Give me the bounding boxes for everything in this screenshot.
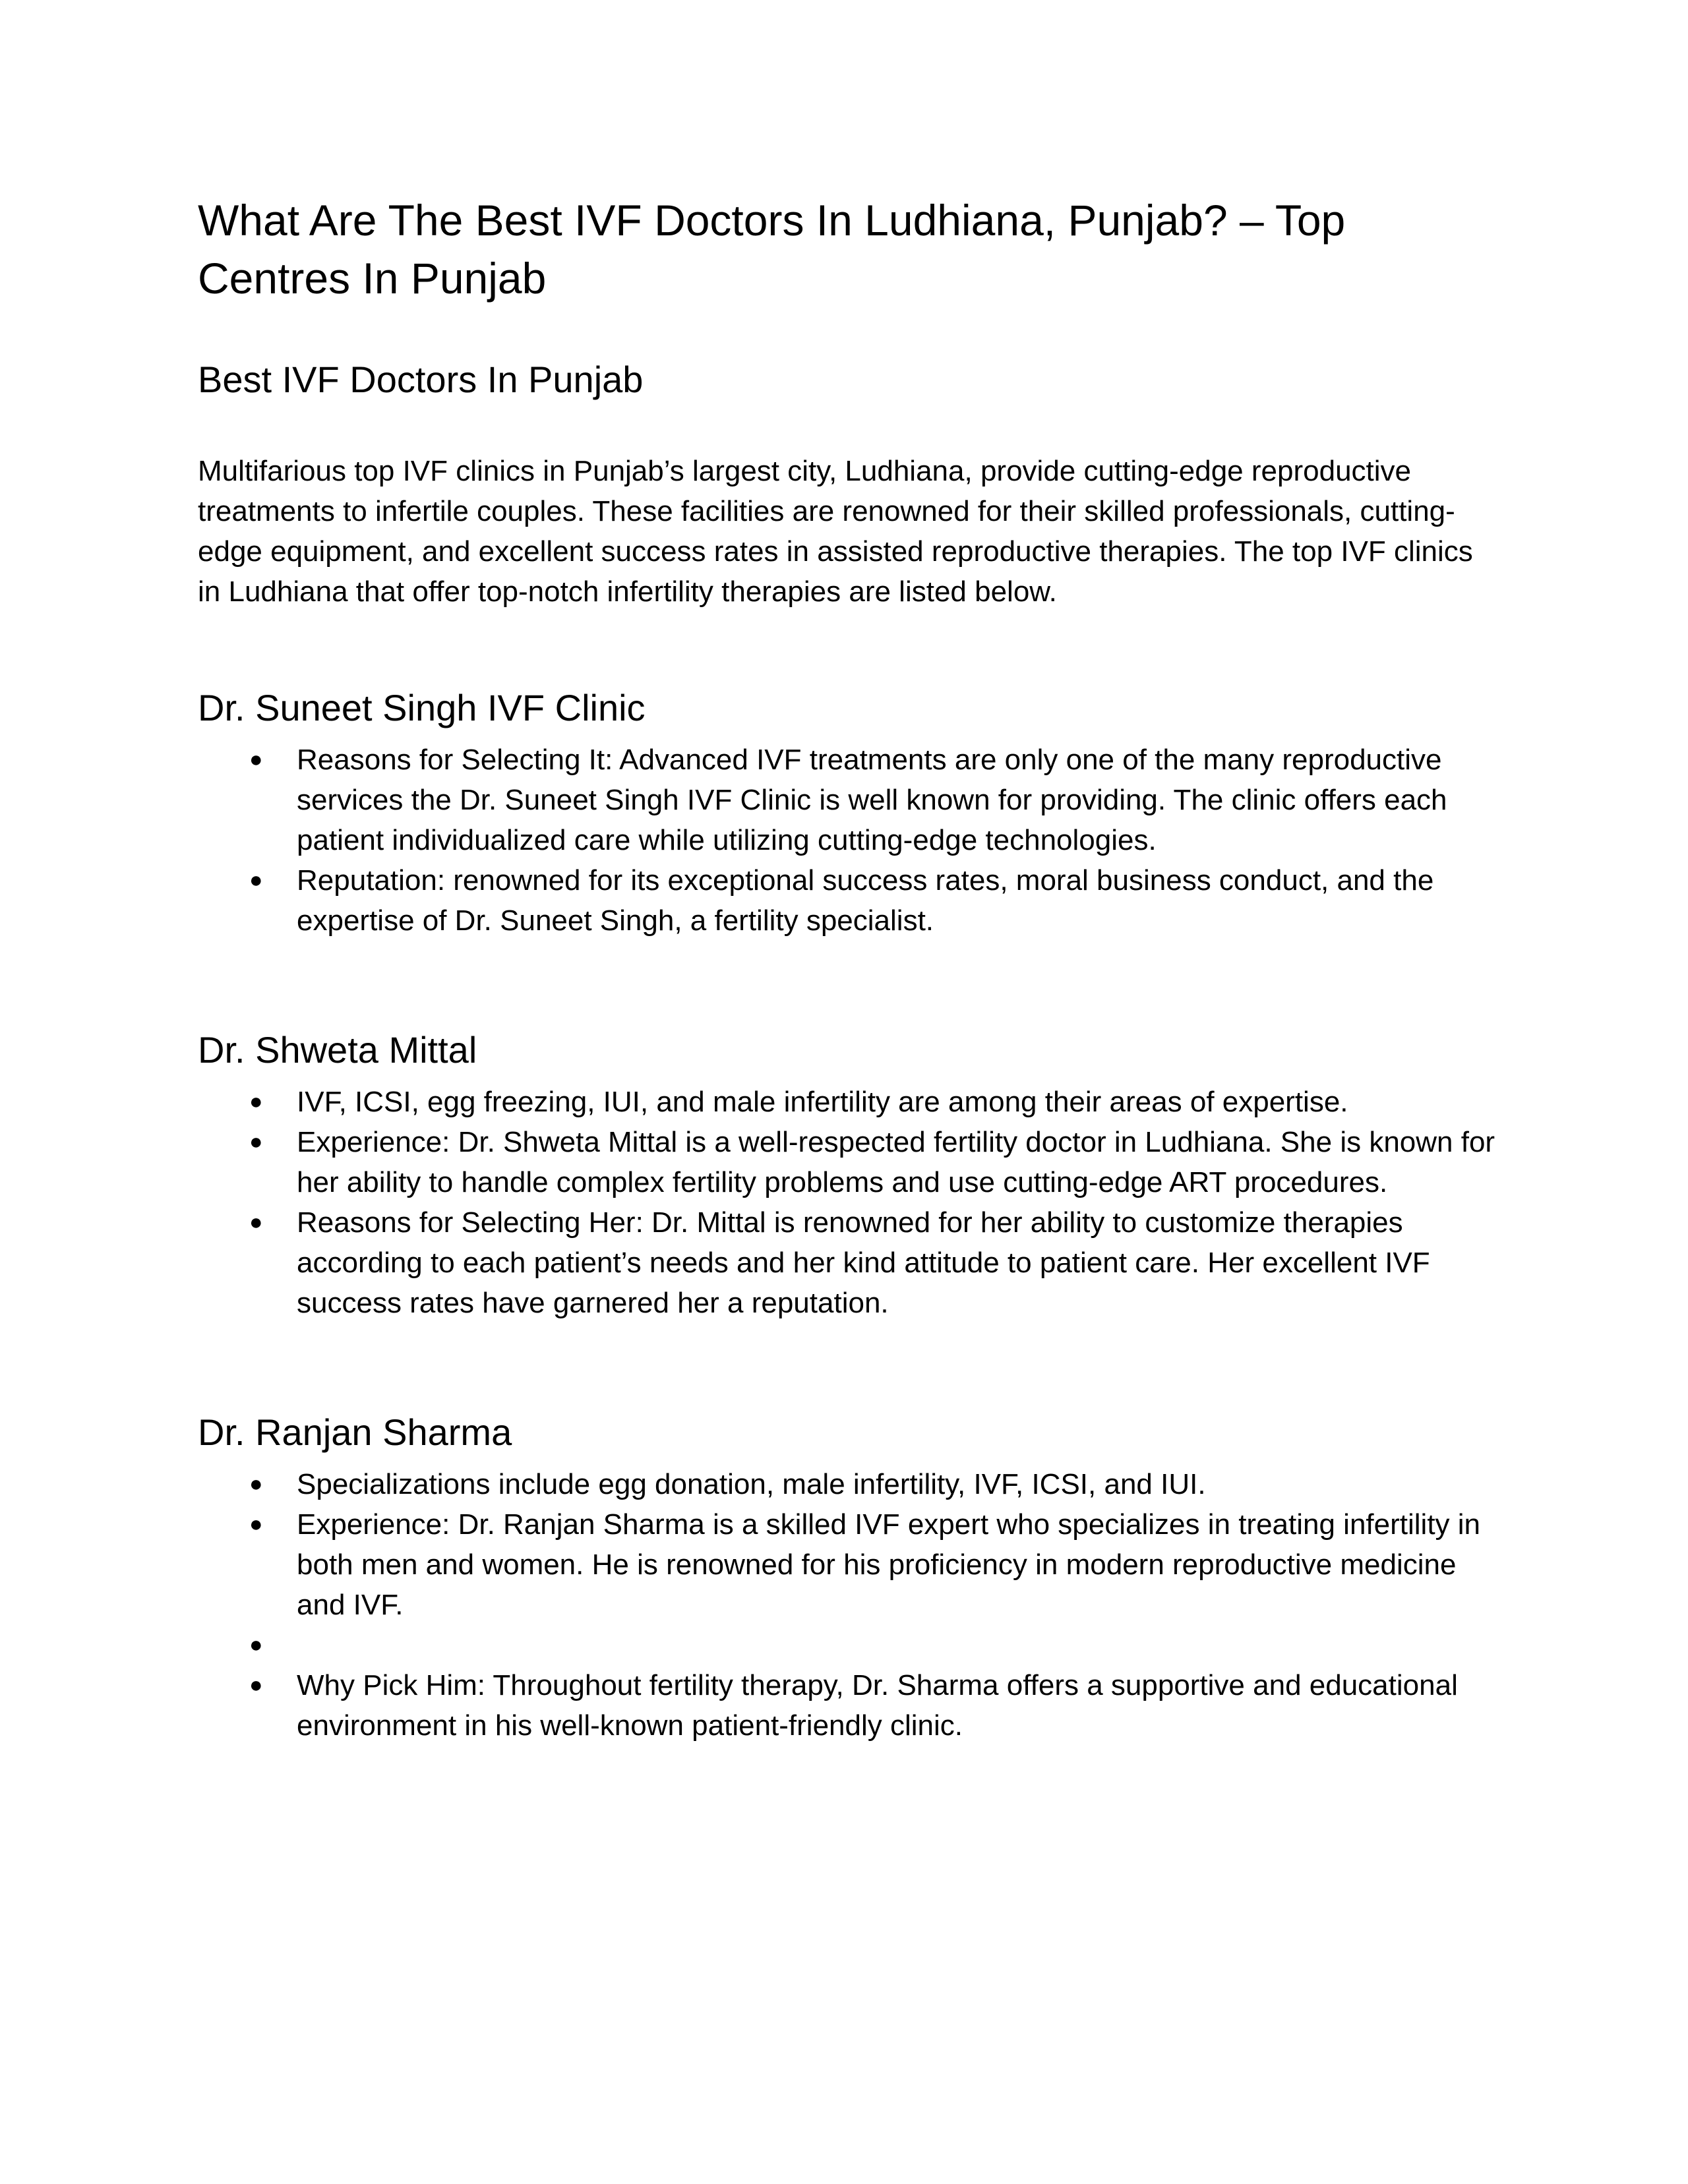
list-item-text: Reasons for Selecting It: Advanced IVF treatments are only one of the many reproductive services the Dr. Suneet Singh IVF Clinic is well known for providing. The clinic offers each patient individualized care while utilizing cutting-edge technologies. (297, 744, 1447, 856)
list-item (198, 1464, 1503, 1504)
list-item (198, 1202, 1503, 1323)
bullet-icon: ● (249, 1512, 263, 1537)
list-item-text: Why Pick Him: Throughout fertility therapy, Dr. Sharma offers a supportive and educational environment in his well-known patient-friendly clinic. (297, 1669, 1458, 1742)
bullet-list (198, 1464, 1503, 1746)
intro-paragraph: Multifarious top IVF clinics in Punjab’s largest city, Ludhiana, provide cutting-edge reproductive treatments to infertile couples. These facilities are renowned for their skilled professionals, cutting-edge equipment, and excellent success rates in assisted reproductive therapies. The top IVF clinics in Ludhiana that offer top-notch infertility therapies are listed below. (198, 455, 1473, 608)
bullet-icon: ● (249, 1129, 263, 1154)
bullet-icon: ● (249, 868, 263, 893)
section-heading: Dr. Suneet Singh IVF Clinic (198, 687, 646, 728)
list-item-text: Experience: Dr. Shweta Mittal is a well-respected fertility doctor in Ludhiana. She is known for her ability to handle complex fertility problems and use cutting-edge ART procedures. (297, 1126, 1495, 1198)
bullet-icon: ● (249, 1471, 263, 1496)
list-item-text: Reputation: renowned for its exceptional success rates, moral business conduct, and the expertise of Dr. Suneet Singh, a fertility specialist. (297, 864, 1434, 937)
bullet-icon: ● (249, 1672, 263, 1697)
list-item-text: IVF, ICSI, egg freezing, IUI, and male infertility are among their areas of expertise. (297, 1086, 1348, 1118)
list-item-text: Reasons for Selecting Her: Dr. Mittal is renowned for her ability to customize therapies according to each patient’s needs and her kind attitude to patient care. Her excellent IVF success rates have garnered her a reputation. (297, 1206, 1430, 1319)
list-item (198, 1504, 1503, 1625)
list-item (198, 860, 1503, 941)
list-item (198, 1082, 1503, 1122)
list-item (198, 1665, 1503, 1746)
bullet-icon: ● (249, 747, 263, 772)
bullet-icon: ● (249, 1089, 263, 1114)
list-item-text: Experience: Dr. Ranjan Sharma is a skilled IVF expert who specializes in treating infertility in both men and women. He is renowned for his proficiency in modern reproductive medicine and IVF. (297, 1508, 1481, 1621)
list-item (198, 740, 1503, 860)
document-title: What Are The Best IVF Doctors In Ludhiana, Punjab? – Top Centres In Punjab (198, 196, 1346, 303)
document-subtitle: Best IVF Doctors In Punjab (198, 359, 644, 400)
bullet-list (198, 740, 1503, 941)
list-item-text: Specializations include egg donation, male infertility, IVF, ICSI, and IUI. (297, 1468, 1206, 1500)
document-page (198, 191, 1503, 1746)
section-heading: Dr. Ranjan Sharma (198, 1411, 512, 1453)
bullet-icon: ● (249, 1632, 263, 1657)
list-item (198, 1625, 1503, 1665)
list-item (198, 1122, 1503, 1202)
section-shweta-mittal (198, 1024, 1503, 1323)
bullet-icon: ● (249, 1210, 263, 1235)
section-suneet-singh (198, 682, 1503, 941)
section-heading: Dr. Shweta Mittal (198, 1029, 477, 1071)
bullet-list (198, 1082, 1503, 1323)
section-ranjan-sharma (198, 1406, 1503, 1746)
